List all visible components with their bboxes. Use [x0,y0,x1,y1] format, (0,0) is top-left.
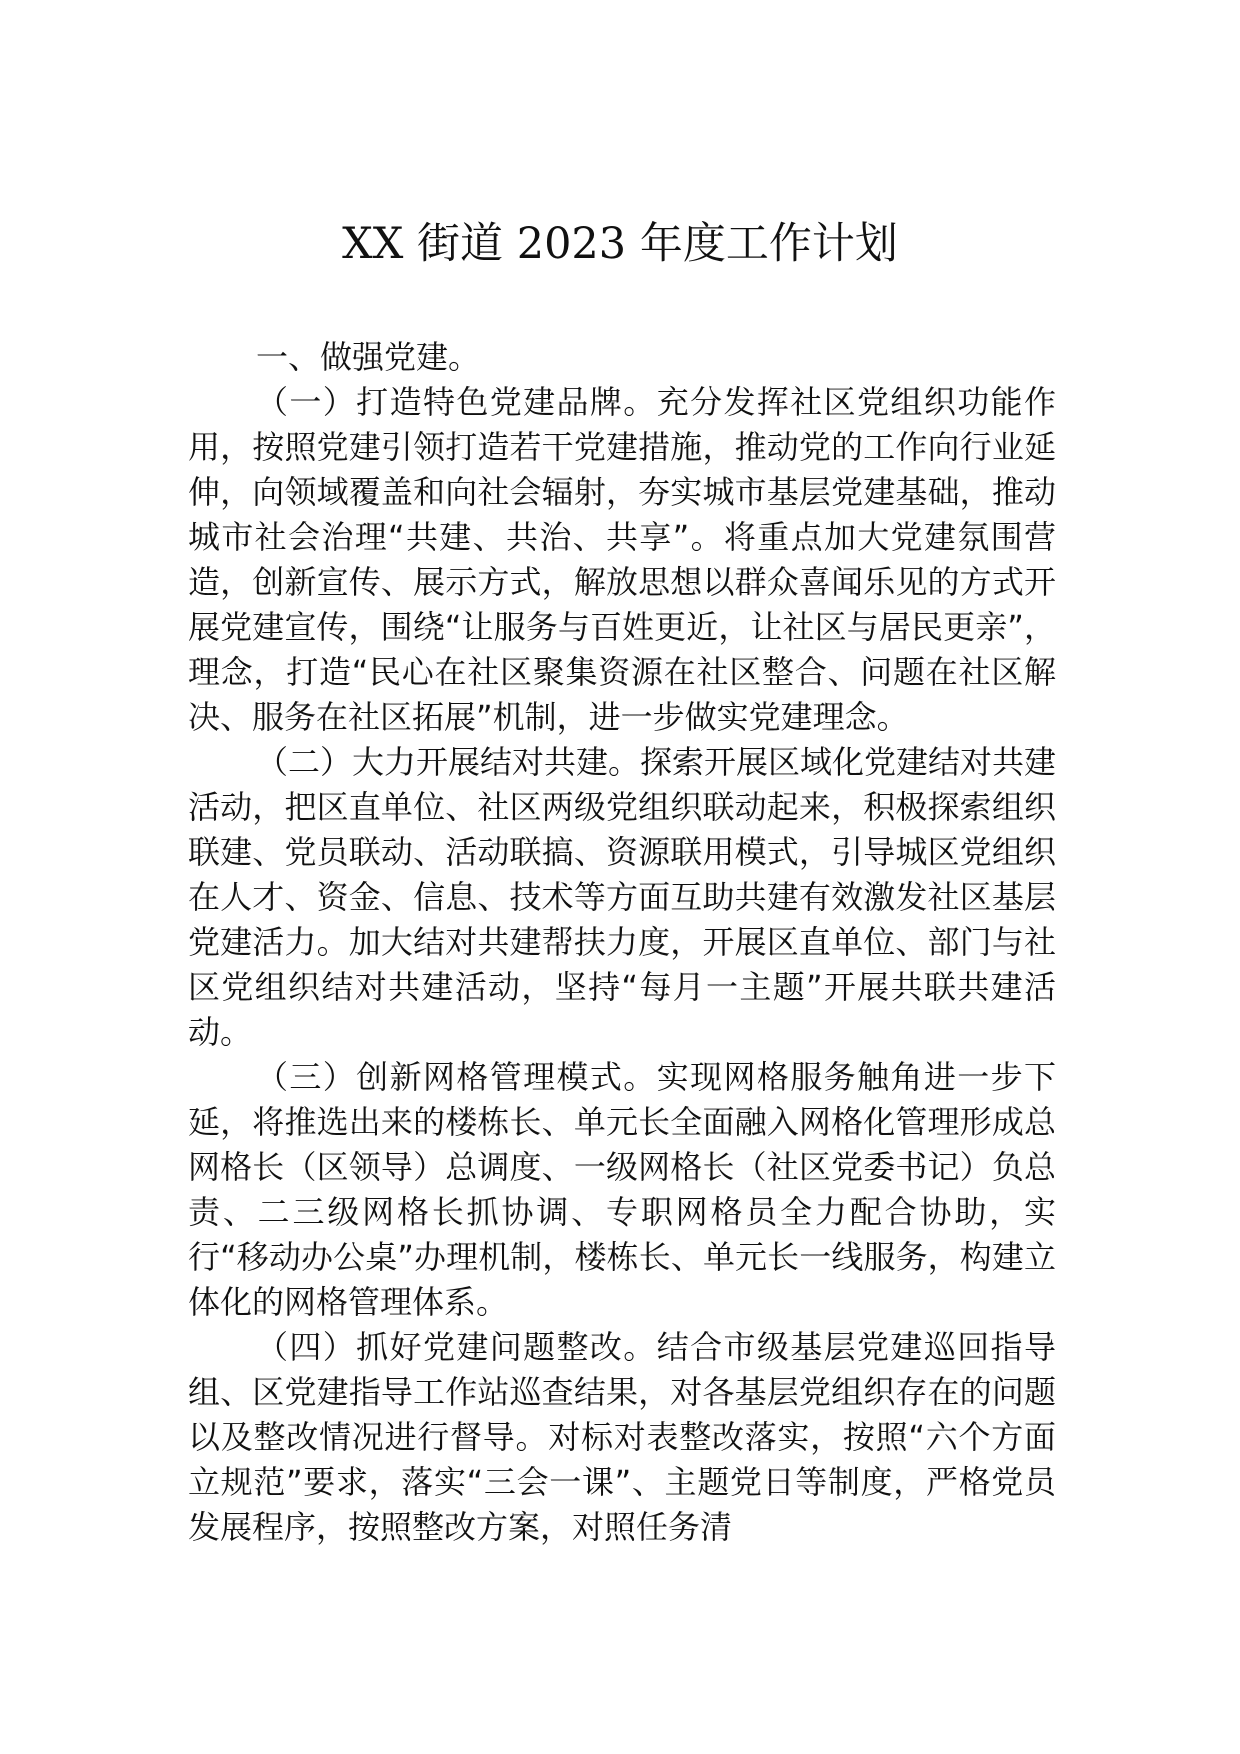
paragraph-4: （四）抓好党建问题整改。结合市级基层党建巡回指导组、区党建指导工作站巡查结果，对各基层党组织存在的问题以及整改情况进行督导。对标对表整改落实，按照“六个方面立规范”要求，落实“三会一课”、主题党日等制度，严格党员发展程序，按照整改方案，对照任务清 [188,1328,1056,1546]
paragraph-2: （二）大力开展结对共建。探索开展区域化党建结对共建活动，把区直单位、社区两级党组织联动起来，积极探索组织联建、党员联动、活动联搞、资源联用模式，引导城区党组织在人才、资金、信息、技术等方面互助共建有效激发社区基层党建活力。加大结对共建帮扶力度，开展区直单位、部门与社区党组织结对共建活动，坚持“每月一主题”开展共联共建活动。 [188,743,1057,1051]
section-heading: 一、做强党建。 [256,338,481,376]
document-body [188,335,1056,1550]
paragraph-3: （三）创新网格管理模式。实现网格服务触角进一步下延，将推选出来的楼栋长、单元长全面融入网格化管理形成总网格长（区领导）总调度、一级网格长（社区党委书记）负总责、二三级网格长抓协调、专职网格员全力配合协助，实行“移动办公桌”办理机制，楼栋长、单元长一线服务，构建立体化的网格管理体系。 [188,1058,1056,1321]
paragraph-1: （一）打造特色党建品牌。充分发挥社区党组织功能作用，按照党建引领打造若干党建措施，推动党的工作向行业延伸，向领域覆盖和向社会辐射，夯实城市基层党建基础，推动城市社会治理“共建、共治、共享”。将重点加大党建氛围营造，创新宣传、展示方式，解放思想以群众喜闻乐见的方式开展党建宣传，围绕“让服务与百姓更近，让社区与居民更亲”，理念，打造“民心在社区聚集资源在社区整合、问题在社区解决、服务在社区拓展”机制，进一步做实党建理念。 [188,383,1056,736]
document-title: XX 街道 2023 年度工作计划 [342,219,898,269]
